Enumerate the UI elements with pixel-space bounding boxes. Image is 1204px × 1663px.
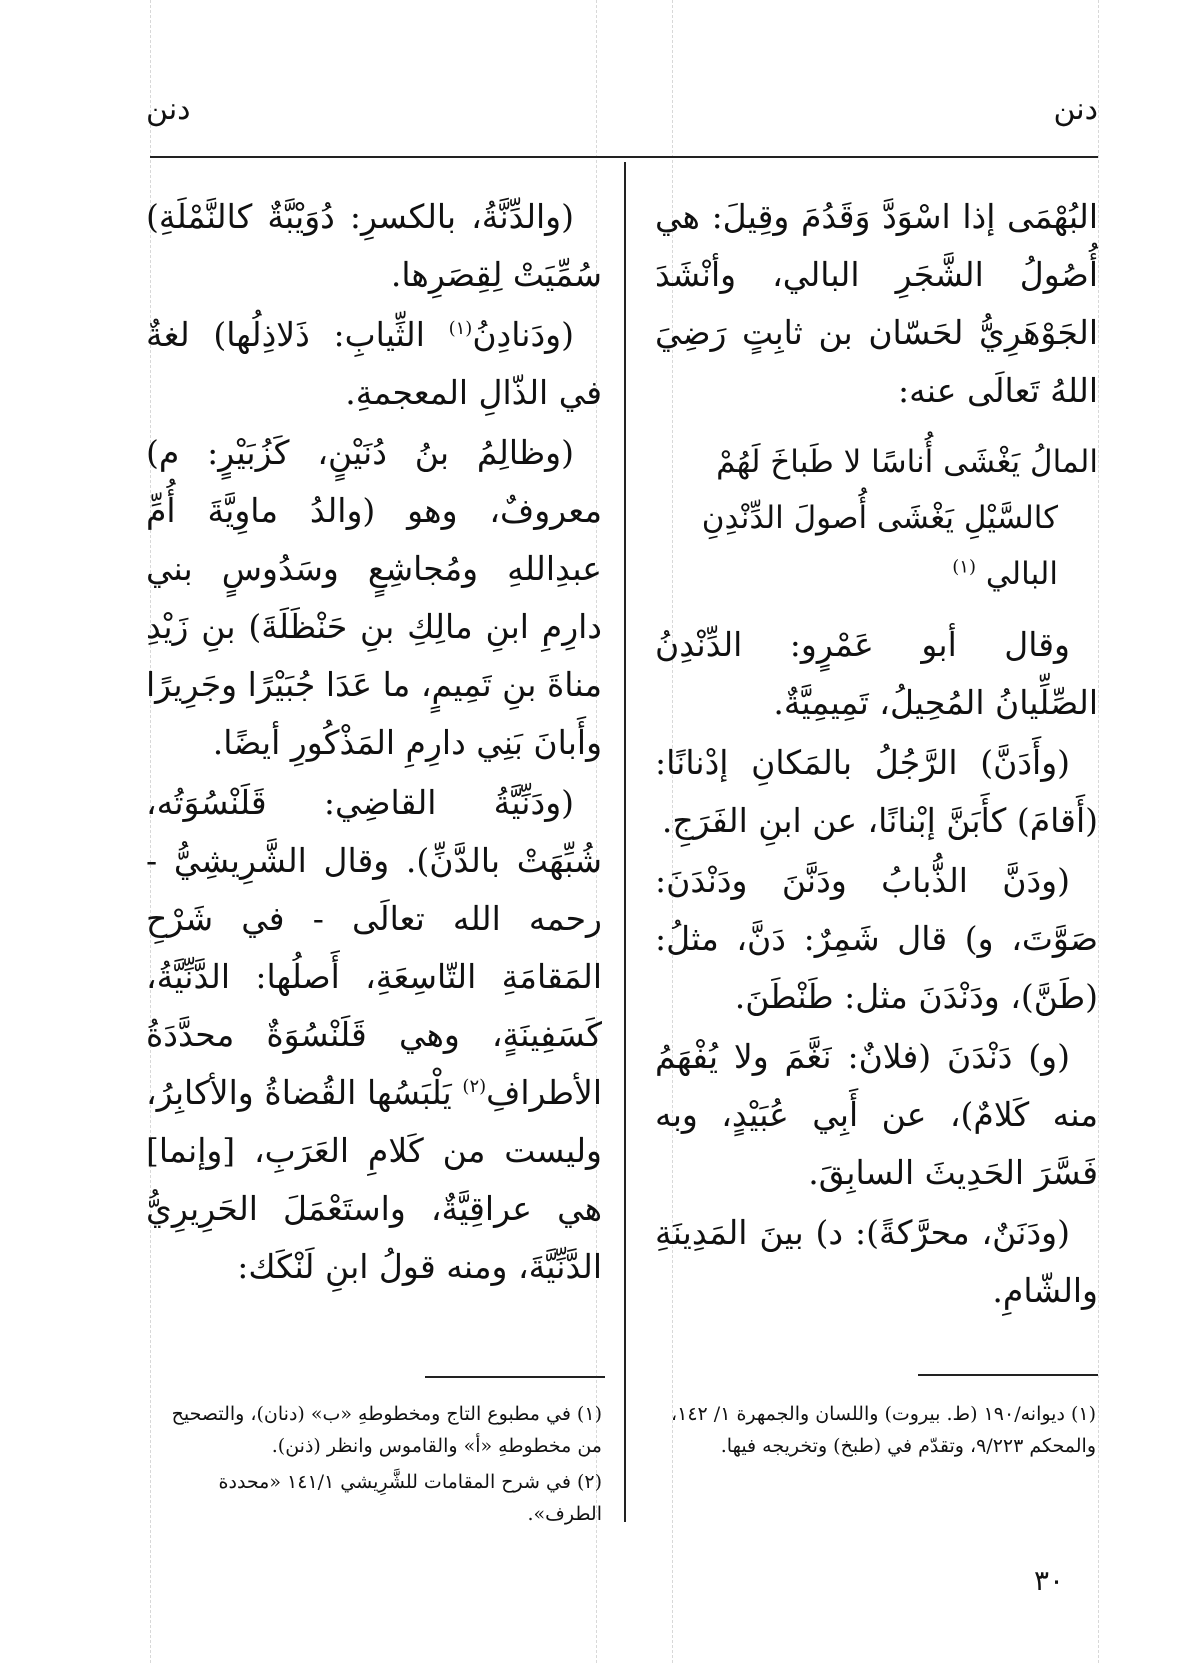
footnote-marker: (٢) (462, 1076, 487, 1097)
left-paragraph-4-start: (ودَنِّيَّةُ القاضِي: قَلَنْسُوَتُه، شُبِّهَتْ بالدَّنِّ). وقال الشَّرِيشِيُّ - رحمه الله تعالَى - في شَرْحِ المَقامَةِ التّاسِعَةِ، أَصلُها: الدَّنِّيَّةُ، كَسَفِينَةٍ، وهي قَلَنْسُوَةٌ محدَّدَةُ الأطرافِ (146, 783, 602, 1112)
page-number: ٣٠ (1034, 1564, 1065, 1597)
header-rule (150, 156, 1098, 158)
footnote-item: (٢) في شرح المقامات للشَّرِيشي ١٤١/١ «محددة الطرف». (218, 1471, 602, 1525)
verse-line-2 (655, 490, 1098, 602)
poetry-verse (655, 434, 1098, 602)
footnote-marker: (١) (952, 556, 976, 578)
footnotes-right (648, 1398, 1096, 1466)
left-paragraph-2-start: (ودَنادِنُ (472, 315, 574, 354)
footnotes-left (146, 1398, 602, 1534)
left-paragraph-3: (وظالِمُ بنُ دُنَيْنٍ، كَزُبَيْرٍ: م) معروفٌ، وهو (والدُ ماوِيَّةَ أُمِّ عبدِاللهِ ومُجاشِعٍ وسَدُوسٍ بني دارِمِ ابنِ مالِكِ بنِ حَنْظَلَةَ) بنِ زَيْدِ مناةَ بنِ تَمِيمٍ، ما عَدَا جُبَيْرًا وجَرِيرًا وأَبانَ بَنِي دارِمِ المَذْكُورِ أيضًا. (146, 433, 602, 762)
verse-line-2-text: كالسَّيْلِ يَغْشَى أُصولَ الدِّنْدِنِ البالي (701, 500, 1058, 592)
left-paragraph-2 (146, 306, 602, 422)
right-paragraph-4: (ودَنَّ الذُّبابُ ودَنَّنَ ودَنْدَنَ: صَوَّتَ، و) قال شَمِرٌ: دَنَّ، مثلُ: (طَنَّ)، ودَنْدَنَ مثل: طَنْطَنَ. (655, 861, 1098, 1016)
left-paragraph-1: (والدِّنَّةُ، بالكسرِ: دُوَيْبَّةٌ كالنَّمْلَةِ) سُمِّيَتْ لِقِصَرِها. (146, 197, 602, 294)
header-left-word: دنن (146, 92, 191, 127)
footnote-rule-left (425, 1376, 605, 1378)
verse-line-1: المالُ يَغْشَى أُناسًا لا طَباخَ لَهُمْ (716, 444, 1098, 480)
left-paragraph-4 (146, 774, 602, 1296)
right-paragraph-2: وقال أبو عَمْرٍو: الدِّنْدِنُ الصِّلِّيانُ المُحِيلُ، تَمِيمِيَّةٌ. (655, 625, 1098, 722)
left-column (146, 188, 602, 1298)
right-column (655, 188, 1098, 1322)
right-paragraph-3: (وأَدَنَّ) الرَّجُلُ بالمَكانِ إدْنانًا: (أَقامَ) كأَبَنَّ إبْنانًا، عن ابنِ الفَرَجِ. (655, 743, 1098, 840)
footnote-rule-right (918, 1374, 1098, 1376)
left-paragraph-2-end: الثِّيابِ: ذَلاذِلُها) لغةٌ في الذّالِ المعجمةِ. (146, 315, 602, 412)
right-paragraph-5: (و) دَنْدَنَ (فلانٌ: نَغَّمَ ولا يُفْهَمُ منه كَلامٌ)، عن أَبِي عُبَيْدٍ، وبه فَسَّرَ الحَدِيثَ السابِقَ. (655, 1037, 1098, 1192)
header-right-word: دنن (1053, 92, 1098, 127)
column-divider (624, 162, 626, 1522)
right-paragraph-1: البُهْمَى إذا اسْوَدَّ وَقَدُمَ وقِيلَ: هي أُصُولُ الشَّجَرِ البالي، وأنْشَدَ الجَوْهَرِيُّ لحَسّان بن ثابِتٍ رَضِيَ اللهُ تَعالَى عنه: (655, 197, 1098, 410)
footnote-item: (١) ديوانه/١٩٠ (ط. بيروت) واللسان والجمهرة ١/ ١٤٢، والمحكم ٩/٢٢٣، وتقدّم في (طبخ) وتخريجه فيها. (671, 1403, 1096, 1457)
footnote-marker: (١) (448, 318, 473, 339)
left-paragraph-4-end: يَلْبَسُها القُضاةُ والأكابِرُ، وليست من كَلامِ العَرَبِ، [وإنما] هي عراقِيَّةٌ، واستَعْمَلَ الحَرِيرِيُّ الدَّنِّيَّةَ، ومنه قولُ ابنِ لَنْكَك: (146, 1073, 602, 1286)
footnote-item: (١) في مطبوع التاج ومخطوطهِ «ب» (دنان)، والتصحيح من مخطوطهِ «أ» والقاموس وانظر (ذنن). (171, 1403, 602, 1457)
right-paragraph-6: (ودَنَنٌ، محرَّكةً): د) بينَ المَدِينَةِ والشّامِ. (655, 1213, 1098, 1310)
scan-guide-line (1098, 0, 1099, 1663)
